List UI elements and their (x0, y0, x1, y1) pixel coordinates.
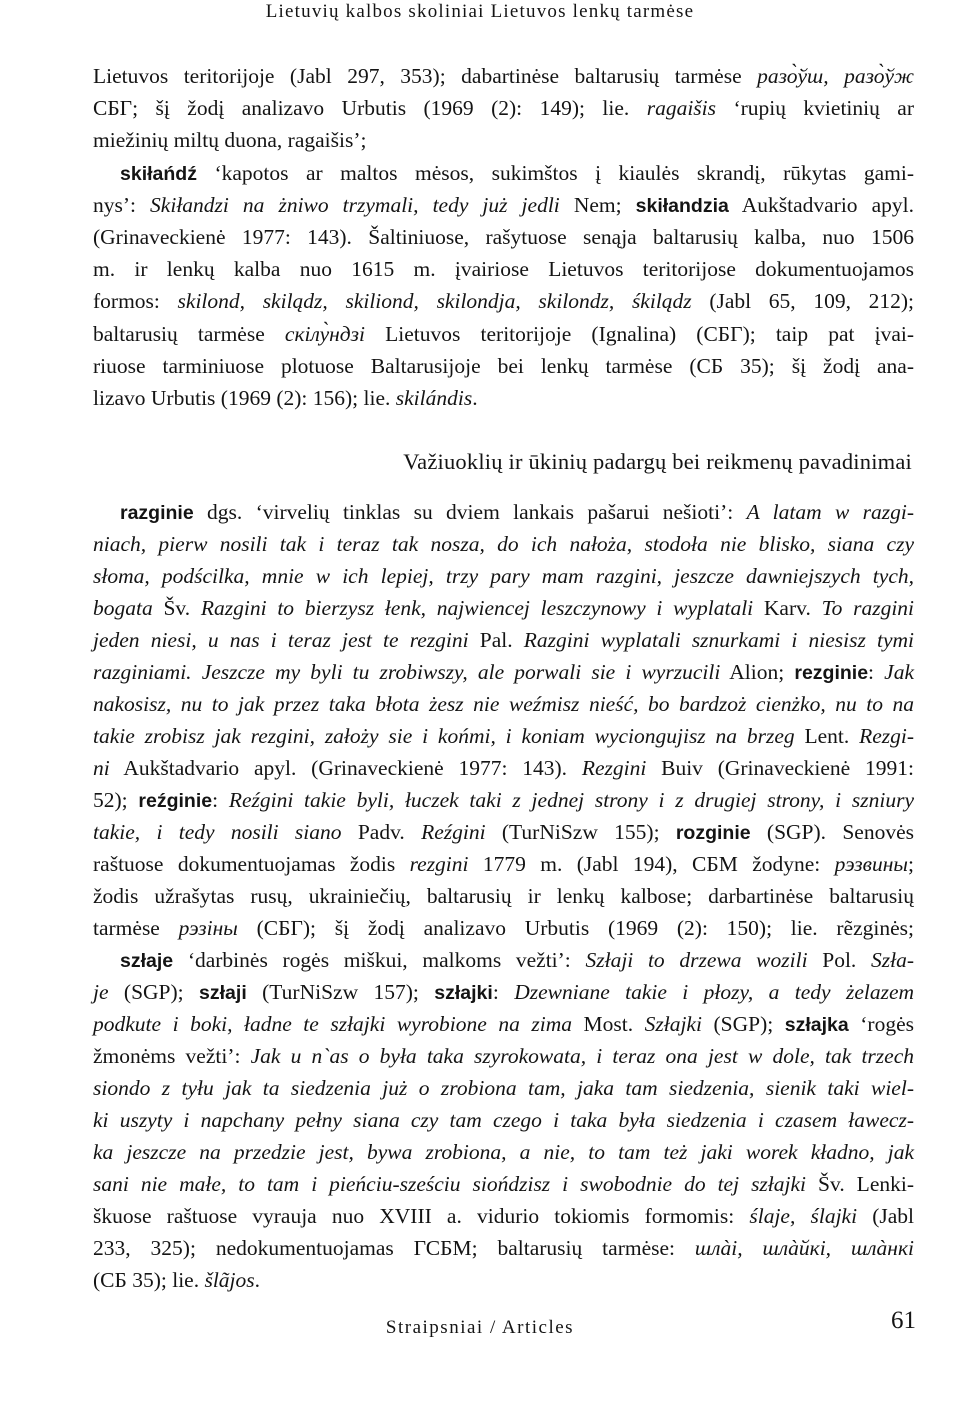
text-line (93, 92, 914, 124)
text-run: 1779 m. (Jabl 194), СБМ žodyne: (468, 852, 835, 876)
text-line (93, 350, 914, 382)
text-line (93, 285, 914, 317)
text-run: ‘darbinės rogės miškui, malkoms vežti’: (173, 948, 586, 972)
text-line (93, 656, 914, 688)
text-run: Lietuvos teritorijoje (Ignalina) (СБГ); taip pat įvai- (365, 322, 915, 346)
text-line (93, 60, 914, 92)
text-line (93, 382, 914, 414)
italic-quote: To razgini (821, 596, 915, 620)
text-line (120, 496, 914, 528)
italic-quote: Razgini wyplatali sznurkami i niesisz tymi (523, 628, 914, 652)
footer-section-label: Straipsniai / Articles (385, 1317, 575, 1338)
italic-quote: Dzewniane takie i płozy, a tedy żelazem (514, 980, 915, 1004)
headword: skiłandzia (635, 195, 729, 217)
text-line (93, 624, 914, 656)
text-line (93, 592, 914, 624)
text-run: Šv. (152, 596, 201, 620)
text-run: tarmėse (93, 916, 179, 940)
text-line (93, 221, 914, 253)
text-run: Alion; (720, 660, 795, 684)
text-line (93, 253, 914, 285)
text-run: ‘rogės (848, 1012, 914, 1036)
text-line (93, 189, 914, 221)
italic-quote: rezgini (409, 852, 469, 876)
text-line (93, 1072, 914, 1104)
text-run: lizavo Urbutis (1969 (2): 156); lie. (93, 386, 396, 410)
italic-quote: siondo z tyłu jak ta siedzenia już o zrobiona tam, jaka tam siedzenia, sienik taki wiel- (93, 1076, 914, 1100)
text-run: žmonėms vežti’: (93, 1044, 251, 1068)
text-line (93, 1200, 914, 1232)
italic-quote: skilándis (395, 386, 473, 410)
headword: reźginie (138, 790, 213, 812)
italic-quote: Jak u n`as o była taka szyrokowata, i teraz ona jest w dole, tak trzech (250, 1044, 914, 1068)
text-line (93, 976, 914, 1008)
text-run: raštuose dokumentuojamas žodis (93, 852, 410, 876)
italic-quote: рэзвины (834, 852, 908, 876)
italic-quote: razginiami. Jeszcze my byli tu zrobiwszy, ale porwali sie i wyrzucili (93, 660, 721, 684)
headword: rezginie (794, 662, 869, 684)
italic-quote: A latam w razgi- (746, 500, 914, 524)
italic-quote: bogata (93, 596, 153, 620)
italic-quote: Jak (884, 660, 915, 684)
text-run: : (492, 980, 515, 1004)
text-line (93, 528, 914, 560)
text-line (93, 912, 914, 944)
text-run: (СБ 35); lie. (93, 1268, 205, 1292)
text-line (93, 880, 914, 912)
italic-quote: šlãjos (204, 1268, 255, 1292)
text-line (93, 318, 914, 350)
text-run: . (254, 1268, 261, 1292)
page-number: 61 (891, 1307, 916, 1334)
italic-quote: Szłajki (644, 1012, 702, 1036)
italic-quote: słoma, podścilka, mnie w ich lepiej, trzy pary mam razgini, jeszcze dawniejszych tych, (93, 564, 914, 588)
text-line (120, 944, 914, 976)
text-line (93, 560, 914, 592)
running-head: Lietuvių kalbos skoliniai Lietuvos lenkų tarmėse (265, 1, 695, 22)
italic-quote: takie zrobisz jak rezgini, założy sie i końmi, i koniam wyciongujisz na brzeg (93, 724, 795, 748)
italic-quote: jeden niesi, u nas i teraz jest te rezgini (93, 628, 469, 652)
italic-quote: Rezgini (581, 756, 647, 780)
text-line (93, 1008, 914, 1040)
text-run: Nem; (559, 193, 636, 217)
text-run: 233, 325); nedokumentuojamas ГСБМ; baltarusių tarmėse: (93, 1236, 695, 1260)
italic-quote: Reźgini (421, 820, 486, 844)
italic-quote: Skiłandzi na żniwo trzymali, tedy już jedli (150, 193, 560, 217)
italic-quote: takie, i tedy nosili siano (93, 820, 342, 844)
text-line (93, 1104, 914, 1136)
italic-quote: Reźgini takie byli, łuczek taki z jednej strony i z drugiej strony, i szniury (228, 788, 914, 812)
text-run: (Jabl (857, 1204, 914, 1228)
italic-quote: ka jeszcze na przedzie jest, bywa zrobiona, a nie, to tam też jaki worek kładno, jak (93, 1140, 914, 1164)
italic-quote: skilond, skilądz, skiliond, skilondja, skilondz, śkilądz (177, 289, 692, 313)
text-line (93, 1168, 914, 1200)
italic-quote: шлàі, шлàйкі, шлàнкі (694, 1236, 914, 1260)
text-run: : (212, 788, 229, 812)
text-run: Lent. (794, 724, 860, 748)
text-run: 52); (93, 788, 139, 812)
text-run: (СБГ); šį žodį analizavo Urbutis (1969 (2): 150); lie. rẽzginės; (237, 916, 915, 940)
text-run: ‘kapotos ar maltos mėsos, sukimštos į kiaulės skrandį, rūkytas gami- (196, 161, 914, 185)
text-run: Buiv (Grinaveckienė 1991: (646, 756, 914, 780)
italic-quote: ni (93, 756, 110, 780)
italic-quote: sani nie małe, to tam i pieńciu-sześciu siońdzisz i swobodnie do tej szłajki (93, 1172, 807, 1196)
headword: szłajki (434, 982, 493, 1004)
text-run: Lietuvos teritorijoje (Jabl 297, 353); dabartinėse baltarusių tarmėse (93, 64, 758, 88)
italic-quote: ki uszyty i napchany pełny siana czy tam czego i taka była siedzenia i czasem ławecz- (93, 1108, 914, 1132)
italic-quote: разо̀ўш, разо̀ўж (757, 64, 914, 88)
italic-quote: niach, pierw nosili tak i teraz tak nosza, do ich nałoża, stodoła nie blisko, siana czy (93, 532, 914, 556)
text-run: (TurNiSzw 155); (485, 820, 676, 844)
italic-quote: nakosisz, nu to jak przez taka błota żesz nie weźmisz nieść, bo bardzoż cienżko, nu to na (93, 692, 914, 716)
text-run: žodis užrašytas rusų, ukrainiečių, baltarusių ir lenkų kalbose; darbartinėse baltarusių (93, 884, 914, 908)
italic-quote: Szła- (871, 948, 914, 972)
text-run: СБГ; šį žodį analizavo Urbutis (1969 (2): 149); lie. (93, 96, 647, 120)
text-line (93, 816, 914, 848)
text-line (93, 1040, 914, 1072)
text-run: (SGP). Senovės (750, 820, 914, 844)
text-run: Aukštadvario apyl. (728, 193, 914, 217)
italic-quote: рэзіны (178, 916, 238, 940)
text-run: Padv. (341, 820, 422, 844)
text-run: formos: (93, 289, 178, 313)
text-run: miežinių miltų duona, ragaišis’; (93, 128, 367, 152)
text-run: Aukštadvario apyl. (Grinaveckienė 1977: 143). (109, 756, 582, 780)
headword: skiłańdź (120, 163, 197, 185)
text-run: (Grinaveckienė 1977: 143). Šaltiniuose, rašytuose senąja baltarusių kalba, nuo 1506 (93, 225, 914, 249)
text-line (93, 848, 914, 880)
text-run: . (472, 386, 478, 410)
text-line (93, 720, 914, 752)
text-run: dgs. ‘virvelių tinklas su dviem lankais pašarui nešioti’: (193, 500, 747, 524)
text-run: m. ir lenkų kalba nuo 1615 m. įvairiose Lietuvos teritorijose dokumentuojamos (93, 257, 914, 281)
text-run: Karv. (753, 596, 822, 620)
text-run: Most. (571, 1012, 645, 1036)
headword: rozginie (675, 822, 751, 844)
text-line (120, 157, 914, 189)
text-run: ‘rupių kvietinių ar (716, 96, 915, 120)
text-run: (SGP); (701, 1012, 785, 1036)
italic-quote: Rezgi- (859, 724, 914, 748)
italic-quote: Razgini to bierzysz łenk, najwiencej leszczynowy i wyplatali (200, 596, 754, 620)
text-run: riuose tarminiuose plotuose Baltarusijoje bei lenkų tarmėse (СБ 35); šį žodį ana- (93, 354, 914, 378)
italic-quote: скілу̀ндзі (284, 322, 366, 346)
italic-quote: ślaje, ślajki (749, 1204, 858, 1228)
text-run: (SGP); (108, 980, 200, 1004)
text-line (93, 752, 914, 784)
italic-quote: ragaišis (646, 96, 717, 120)
headword: razginie (120, 502, 194, 524)
text-run: Šv. Lenki- (806, 1172, 914, 1196)
headword: szłajka (784, 1014, 849, 1036)
headword: szłaje (120, 950, 174, 972)
text-line (93, 784, 914, 816)
text-run: (TurNiSzw 157); (246, 980, 435, 1004)
text-run: baltarusių tarmėse (93, 322, 285, 346)
text-line (93, 1264, 914, 1296)
headword: szłaji (199, 982, 247, 1004)
text-run: nys’: (93, 193, 151, 217)
italic-quote: podkute i boki, ładne te szłajki wyrobione na zima (93, 1012, 572, 1036)
text-run: : (868, 660, 885, 684)
italic-quote: Szłaji to drzewa wozili (585, 948, 808, 972)
text-run: Pol. (807, 948, 871, 972)
text-run: škuose raštuose vyrauja nuo XVIII a. vidurio tokiomis formomis: (93, 1204, 750, 1228)
italic-quote: je (93, 980, 109, 1004)
text-run: ; (908, 852, 914, 876)
section-heading: Važiuoklių ir ūkinių padargų bei reikmenų pavadinimai (403, 449, 912, 474)
text-line (93, 688, 914, 720)
text-line (93, 1136, 914, 1168)
text-run: (Jabl 65, 109, 212); (691, 289, 914, 313)
text-line (93, 1232, 914, 1264)
text-line (93, 124, 914, 156)
text-run: Pal. (468, 628, 524, 652)
